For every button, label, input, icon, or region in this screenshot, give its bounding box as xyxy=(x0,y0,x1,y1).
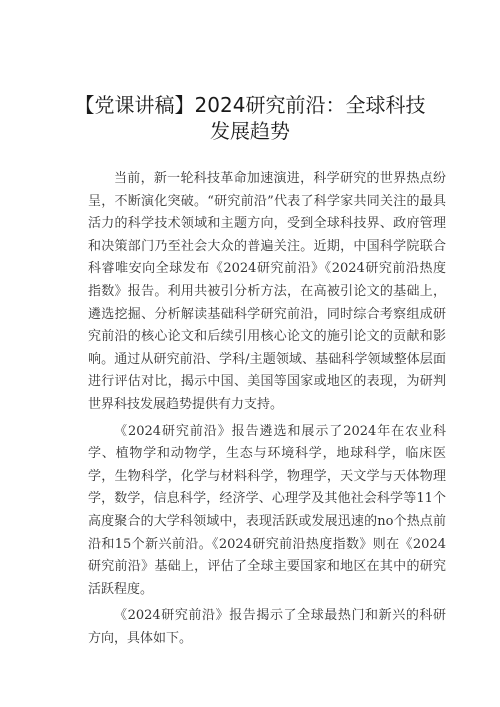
paragraph-intro: 当前，新一轮科技革命加速演进，科学研究的世界热点纷呈，不断演化突破。“研究前沿”代表了科学家共同关注的最具活力的科学技术领域和主题方向，受到全球科技界、政府管理和决策部门乃至社会大众的普遍关注。近期，中国科学院联合科睿唯安向全球发布《2024研究前沿》《2024研究前沿热度指数》报告。利用共被引分析方法，在高被引论文的基础上，遴选挖掘、分析解读基础科学研究前沿，同时综合考察组成研究前沿的核心论文和后续引用核心论文的施引论文的贡献和影响。通过从研究前沿、学科/主题领域、基础科学领域整体层面进行评估对比，揭示中国、美国等国家或地区的表现，为研判世界科技发展趋势提供有力支持。 xyxy=(88,171,446,412)
document-title: 【党课讲稿】2024研究前沿：全球科技发展趋势 xyxy=(74,93,426,143)
paragraph-report-summary: 《2024研究前沿》报告揭示了全球最热门和新兴的科研方向，具体如下。 xyxy=(88,608,446,646)
paragraph-report-scope: 《2024研究前沿》报告遴选和展示了2024年在农业科学、植物学和动物学，生态与环境科学，地球科学，临床医学，生物科学，化学与材料科学，物理学，天文学与天体物理学，数学，信息科学，经济学、心理学及其他社会科学等11个高度聚合的大学科领域中，表现活跃或发展迅速的no个热点前沿和15个新兴前沿。《2024研究前沿热度指数》则在《2024研究前沿》基础上，评估了全球主要国家和地区在其中的研究活跃程度。 xyxy=(88,423,446,597)
document-body xyxy=(88,168,446,654)
